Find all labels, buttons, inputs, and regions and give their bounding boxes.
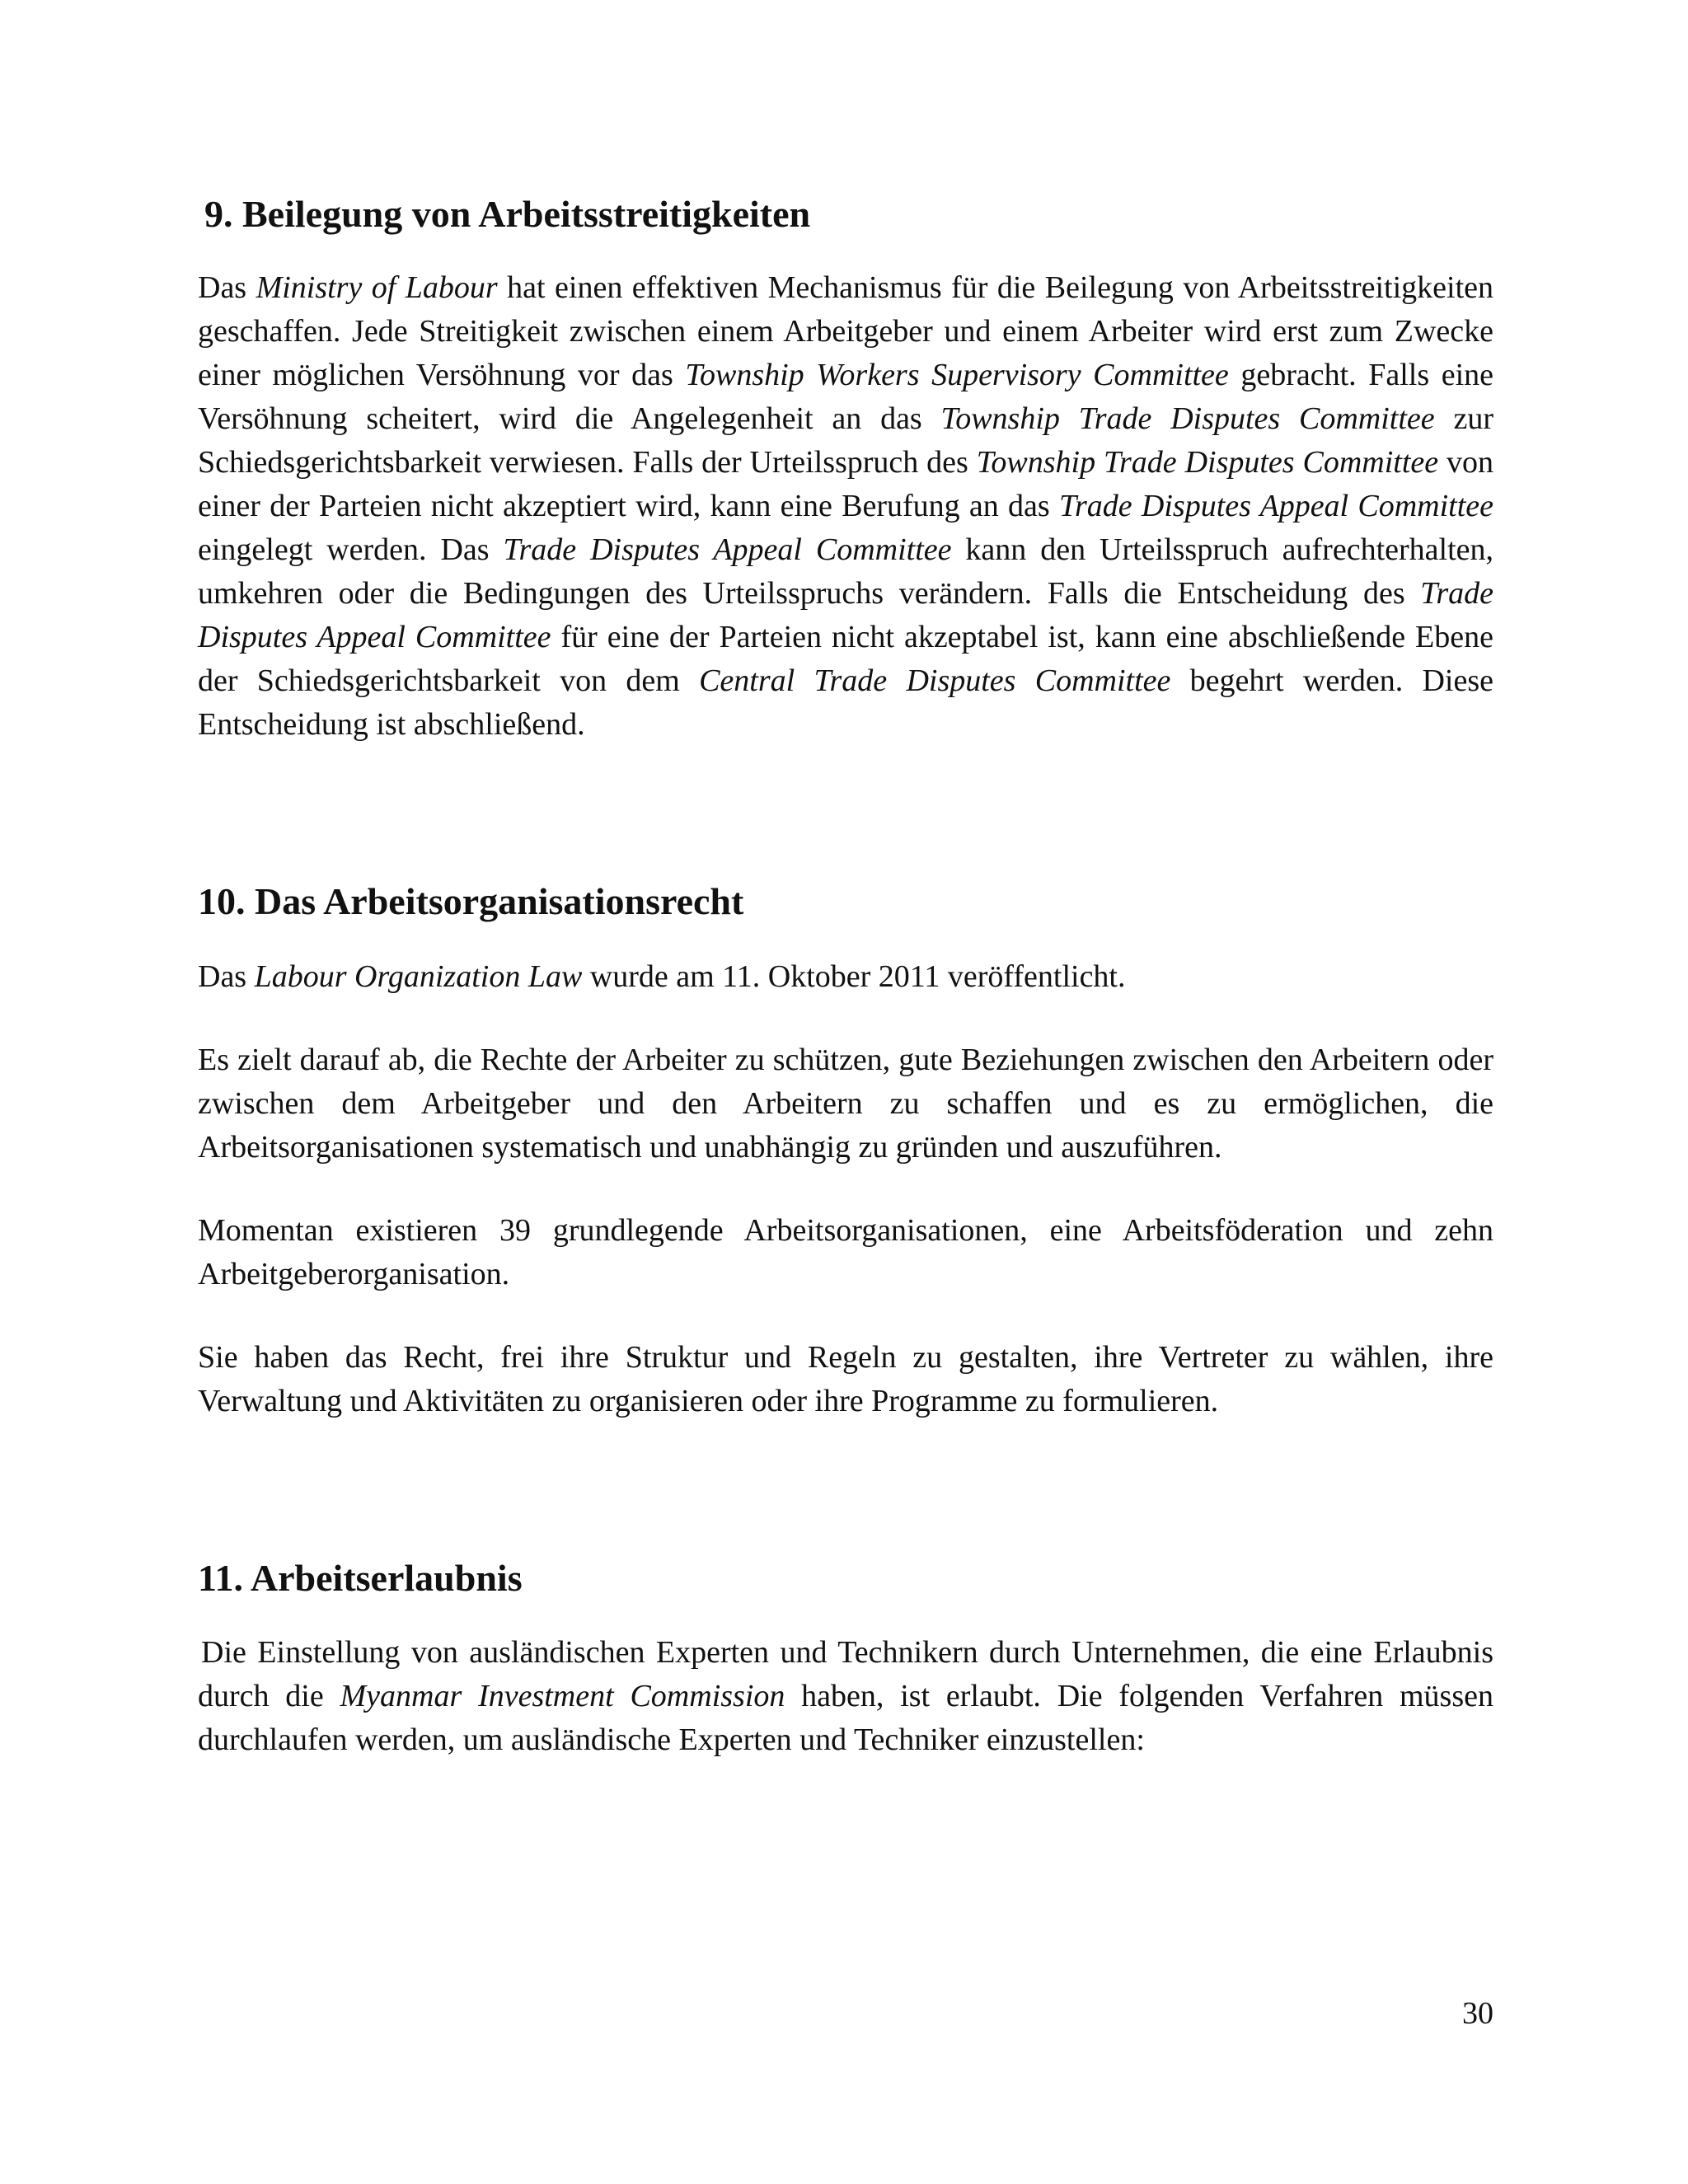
paragraph <box>198 1631 1493 1762</box>
italic-term: Township Trade Disputes Committee <box>976 445 1439 480</box>
section-heading-10: 10. Das Arbeitsorganisationsrecht <box>198 880 744 923</box>
paragraph <box>198 1209 1493 1296</box>
italic-term: Township Trade Disputes Committee <box>940 401 1435 437</box>
text-run: wurde am 11. Oktober 2011 veröffentlicht. <box>582 959 1126 995</box>
italic-term: Trade Disputes Appeal Committee <box>1058 489 1494 524</box>
text-run: Es zielt darauf ab, die Rechte der Arbeiter zu schützen, gute Beziehungen zwischen den Arbeitern oder zwischen dem Arbeitgeber und den Arbeitern zu schaffen und es zu ermöglichen, die Arbeitsorganisationen systematisch und unabhängig zu gründen und auszuführen. <box>198 1043 1493 1165</box>
italic-term: Central Trade Disputes Committee <box>699 663 1171 699</box>
italic-term: Labour Organization Law <box>254 959 583 995</box>
text-run: haben, ist erlaubt. Die folgenden Verfahren müssen durchlaufen werden, um ausländische Experten und Techniker einzustellen: <box>198 1678 1493 1757</box>
text-run: kann den Urteilsspruch aufrechterhalten, umkehren oder die Bedingungen des Urteilsspruchs verändern. Falls die Entscheidung des <box>198 532 1493 612</box>
paragraph <box>198 266 1493 747</box>
text-run: Momentan existieren 39 grundlegende Arbeitsorganisationen, eine Arbeitsföderation und zehn Arbeitgeberorganisation. <box>198 1213 1493 1292</box>
text-run: hat einen effektiven Mechanismus für die Beilegung von Arbeitsstreitigkeiten geschaffen. Jede Streitigkeit zwischen einem Arbeitgeber und einem Arbeiter wird erst zum Zwecke einer möglichen Versöhnung vor das <box>198 270 1493 393</box>
paragraph <box>198 1038 1493 1169</box>
paragraph <box>198 955 1493 999</box>
text-run: Das <box>198 270 256 306</box>
text-run: von einer der Parteien nicht akzeptiert wird, kann eine Berufung an das <box>198 445 1494 524</box>
text-run: Das <box>198 959 255 995</box>
section-heading-9: 9. Beilegung von Arbeitsstreitigkeiten <box>204 193 811 235</box>
text-run: zur Schiedsgerichtsbarkeit verwiesen. Falls der Urteilsspruch des <box>198 401 1493 480</box>
italic-term: Myanmar Investment Commission <box>340 1678 785 1713</box>
text-run: eingelegt werden. Das <box>198 532 504 568</box>
italic-term: Ministry of Labour <box>256 270 498 306</box>
text-run: Die Einstellung von ausländischen Experten und Technikern durch Unternehmen, die eine Erlaubnis durch die <box>198 1634 1493 1713</box>
text-run: begehrt werden. Diese Entscheidung ist abschließend. <box>198 663 1494 743</box>
text-run: Sie haben das Recht, frei ihre Struktur und Regeln zu gestalten, ihre Vertreter zu wählen, ihre Verwaltung und Aktivitäten zu organisieren oder ihre Programme zu formulieren. <box>198 1340 1493 1419</box>
italic-term: Township Workers Supervisory Committee <box>685 358 1229 393</box>
text-run: gebracht. Falls eine Versöhnung scheitert, wird die Angelegenheit an das <box>198 358 1493 437</box>
document-page <box>198 191 1493 1762</box>
paragraph <box>198 1336 1493 1423</box>
text-run: für eine der Parteien nicht akzeptabel ist, kann eine abschließende Ebene der Schiedsgerichtsbarkeit von dem <box>198 620 1493 699</box>
italic-term: Trade Disputes Appeal Committee <box>503 532 952 568</box>
section-heading-11: 11. Arbeitserlaubnis <box>198 1557 523 1600</box>
italic-term: Trade Disputes Appeal Committee <box>198 576 1493 655</box>
page-number: 30 <box>1462 1996 1493 2031</box>
